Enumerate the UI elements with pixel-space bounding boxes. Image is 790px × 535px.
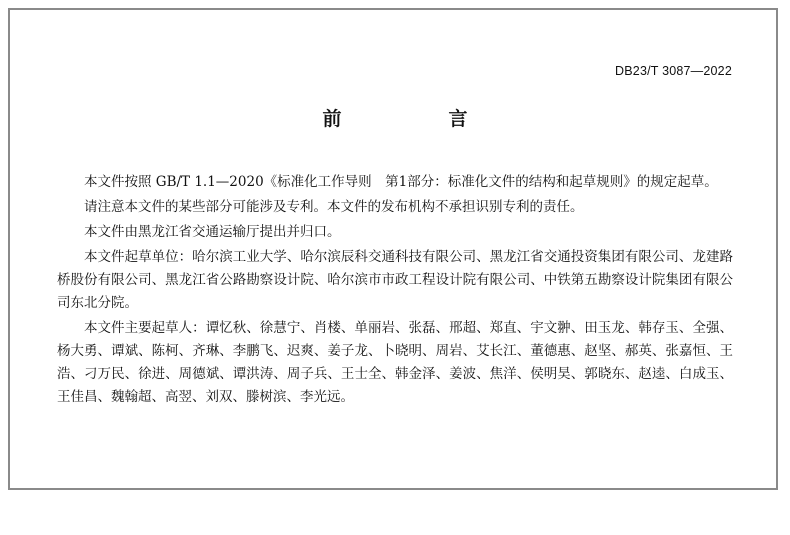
paragraph-patent-notice: 请注意本文件的某些部分可能涉及专利。本文件的发布机构不承担识别专利的责任。 <box>84 199 584 215</box>
foreword-body <box>57 171 733 411</box>
paragraph-proposer: 本文件由黑龙江省交通运输厅提出并归口。 <box>84 224 341 240</box>
paragraph-drafting-rules: 本文件按照 GB/T 1.1—2020《标准化工作导则 第1部分：标准化文件的结构和起草规则》的规定起草。 <box>84 174 718 190</box>
page-title: 前 言 <box>322 108 512 130</box>
paragraph-main-drafters: 本文件主要起草人：谭忆秋、徐慧宁、肖楼、单丽岩、张磊、邢超、郑直、宇文翀、田玉龙、韩存玉、全强、杨大勇、谭斌、陈柯、齐琳、李鹏飞、迟爽、姜子龙、卜晓明、周岩、艾长江、董德惠、赵坚、郝英、张嘉恒、王浩、刁万民、徐进、周德斌、谭洪涛、周子兵、王士全、韩金泽、姜波、焦洋、侯明昊、郭晓东、赵逵、白成玉、王佳昌、魏翰超、高翌、刘双、滕树滨、李光远。 <box>57 320 733 405</box>
paragraph-drafting-units: 本文件起草单位：哈尔滨工业大学、哈尔滨辰科交通科技有限公司、黑龙江省交通投资集团有限公司、龙建路桥股份有限公司、黑龙江省公路勘察设计院、哈尔滨市市政工程设计院有限公司、中铁第五勘察设计院集团有限公司东北分院。 <box>57 249 733 311</box>
standard-code: DB23/T 3087—2022 <box>615 64 732 78</box>
